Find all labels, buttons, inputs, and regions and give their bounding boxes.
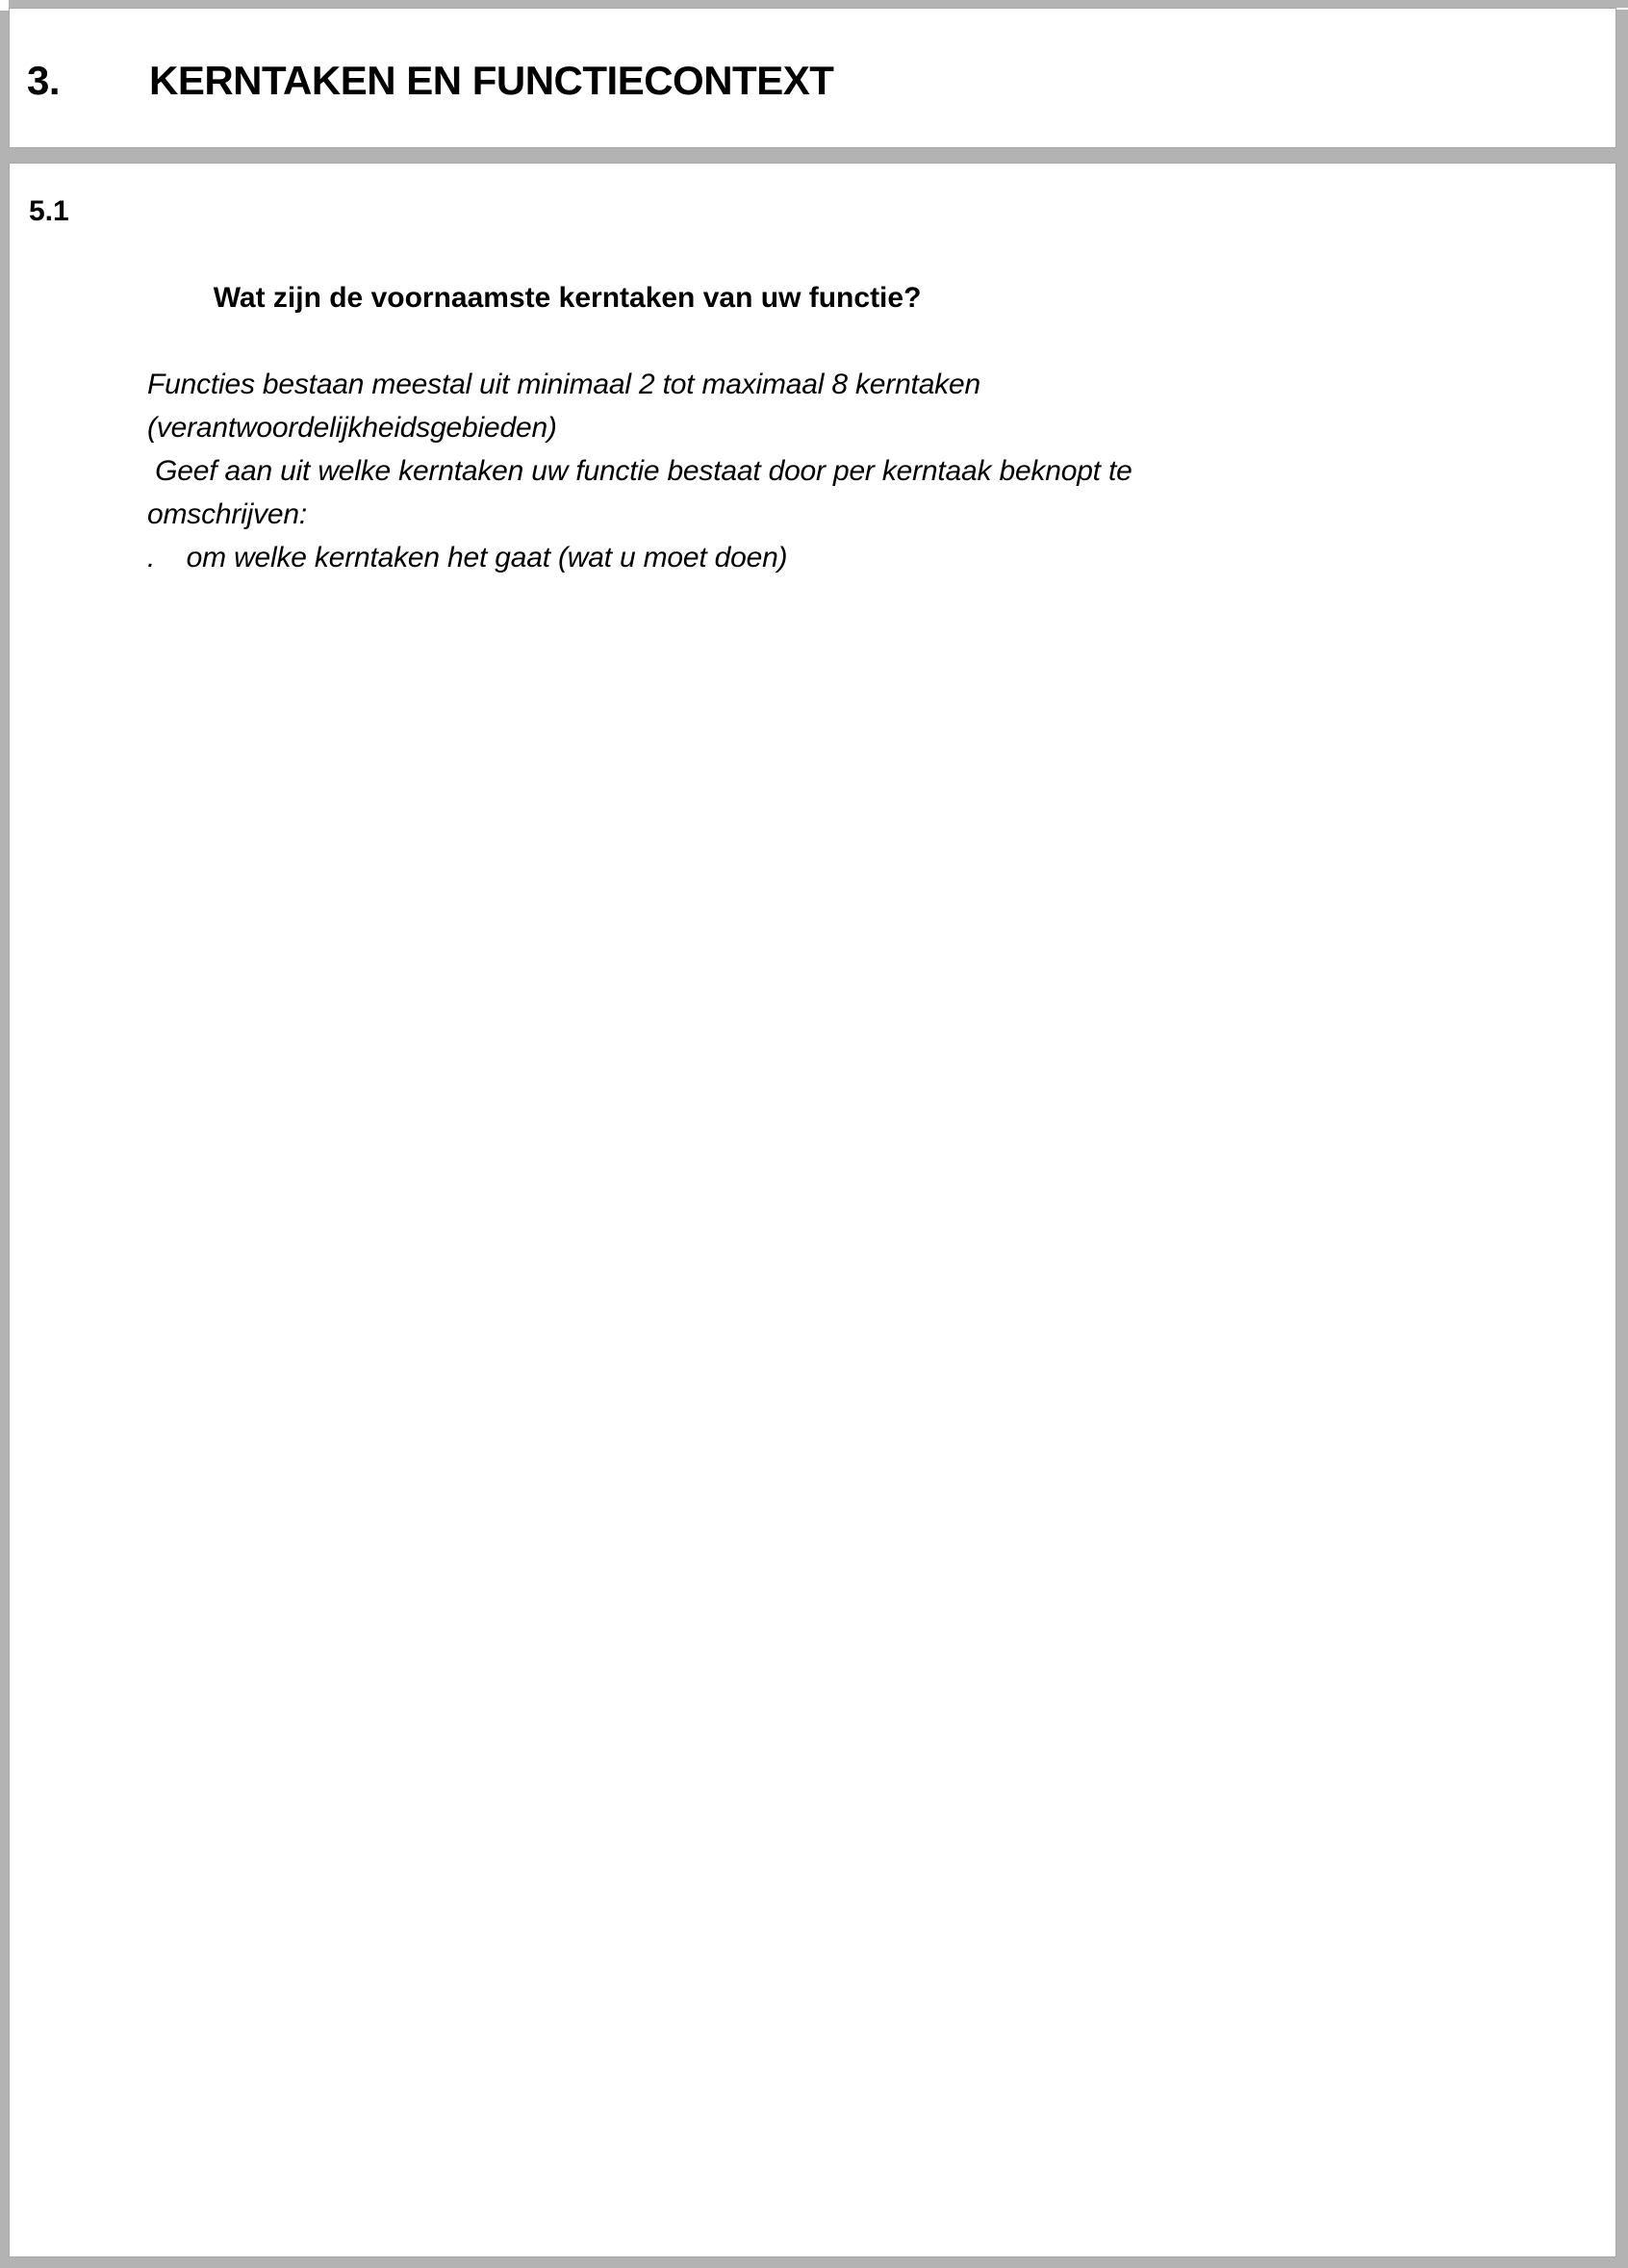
answer-area	[10, 586, 1615, 2256]
instruction-line: Functies bestaan meestal uit minimaal 2 tot maximaal 8 kerntaken	[147, 369, 980, 400]
instruction-bullet-line: . om welke kerntaken het gaat (wat u moet doen)	[147, 542, 788, 573]
instruction-line: (verantwoordelijkheidsgebieden)	[147, 412, 557, 444]
question-title: Wat zijn de voornaamste kerntaken van uw functie?	[213, 282, 922, 314]
frame-left-bar	[0, 11, 9, 2268]
question-box	[9, 163, 1616, 2257]
chapter-header-box	[9, 8, 1616, 148]
instruction-line: Geef aan uit welke kerntaken uw functie bestaat door per kerntaak beknopt te	[147, 455, 1132, 487]
frame-top-bar	[9, 0, 1628, 8]
frame-right-bar	[1616, 10, 1628, 2268]
instruction-line: omschrijven:	[147, 498, 307, 530]
chapter-number: 3.	[27, 58, 61, 103]
question-heading-row	[9, 190, 1616, 363]
section-divider	[0, 148, 1628, 163]
frame-bottom-bar	[0, 2257, 1628, 2268]
chapter-title: KERNTAKEN EN FUNCTIECONTEXT	[149, 58, 834, 103]
question-number: 5.1	[29, 195, 69, 227]
